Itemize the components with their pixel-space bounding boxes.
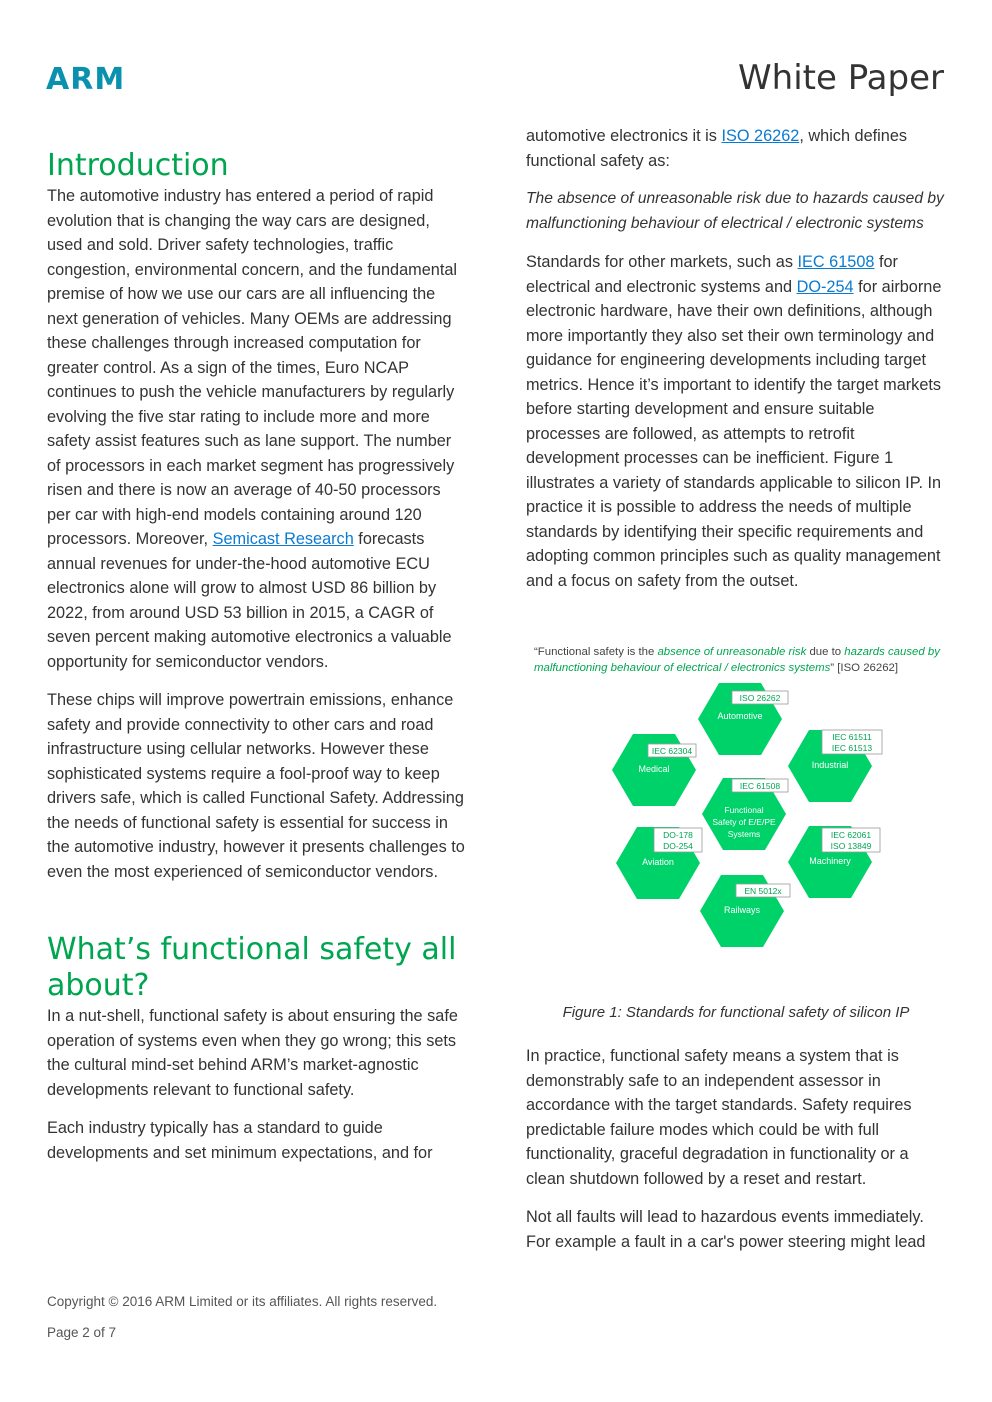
standards-paragraph [526,250,946,593]
railways-standard-tag: EN 5012x [744,886,782,896]
industrial-standard-tag-2: IEC 61513 [831,743,873,753]
hex-railways [700,875,790,947]
automotive-standard-tag: ISO 26262 [739,693,781,703]
hexagon-aviation-label: Aviation [642,857,674,867]
iec-61508-link[interactable]: IEC 61508 [797,253,875,271]
hex-center [702,778,788,850]
figure-quote-close: ” [ISO 26262] [830,662,899,674]
machinery-standard-tag-2: ISO 13849 [830,841,872,851]
aviation-standard-tag-2: DO-254 [663,841,693,851]
hexagon-industrial-label: Industrial [811,760,849,770]
iso-definition-paragraph [526,124,946,173]
medical-standard-tag: IEC 62304 [651,746,693,756]
machinery-standard-tag-1: IEC 62061 [830,830,872,840]
right-text-e: for airborne electronic hardware, have their own definitions, although more importantly they also set their own terminology and guidance for engineering developments including target metrics. Hence it’s important to identify the target markets before starting development and ensure suitable processes are followed, as attempts to retrofit development processes can be inefficient. Figure 1 illustrates a variety of standards applicable to silicon IP. In practice it is possible to address the needs of multiple standards by identifying their specific requirements and adopting common principles such as quality management and a focus on safety from the outset. [526,277,942,590]
hex-automotive [698,683,788,755]
iso-26262-link[interactable]: ISO 26262 [721,127,800,145]
footer-copyright: Copyright © 2016 ARM Limited or its affiliates. All rights reserved. [47,1294,438,1309]
functional-safety-heading: What’s functional safety all about? [47,932,457,1003]
center-line-2: Safety of E/E/PE [712,817,776,827]
standards-hexagon-diagram [526,682,946,957]
center-line-1: Functional [724,805,764,815]
functional-safety-paragraph-2: Each industry typically has a standard to guide developments and set minimum expectations, and for [47,1119,433,1162]
hexagon-machinery-label: Machinery [809,856,851,866]
industrial-standard-tag-1: IEC 61511 [832,732,872,742]
functional-safety-paragraph-1: In a nut-shell, functional safety is about ensuring the safe operation of systems even when they go wrong; this sets the cultural mind-set behind ARM’s market-agnostic developments relevant to functional safety. [47,1007,458,1099]
right-text-c: Standards for other markets, such as [526,253,798,271]
introduction-paragraph-1 [47,184,467,674]
figure-quote [534,644,946,676]
hex-medical [612,734,696,806]
definition-quote: The absence of unreasonable risk due to hazards caused by malfunctioning behaviour of electrical / electronic systems [526,190,944,232]
figure-quote-mid: due to [806,646,845,658]
figure-1-caption: Figure 1: Standards for functional safety of silicon IP [562,1004,910,1021]
hex-industrial [788,730,882,802]
do-254-link[interactable]: DO-254 [796,277,854,296]
right-column [526,124,946,607]
hexagon-automotive-label: Automotive [717,711,763,721]
footer-page-number: Page 2 of 7 [47,1325,117,1340]
hex-machinery [788,826,880,898]
left-column [47,148,467,1179]
intro-text-b: forecasts annual revenues for under-the-hood automotive ECU electronics alone will grow to almost USD 86 billion by 2022, from around USD 53 billion in 2015, a CAGR of seven percent making automotive electronics a valuable opportunity for semiconductor vendors. [47,530,452,671]
semicast-research-link[interactable]: Semicast Research [212,530,354,548]
faults-paragraph: Not all faults will lead to hazardous events immediately. For example a fault in a car's power steering might lead [526,1208,926,1251]
figure-quote-open: “Functional safety is the [534,646,658,658]
figure-1 [526,644,946,949]
center-line-3: Systems [727,829,761,839]
intro-text-a: The automotive industry has entered a period of rapid evolution that is changing the way cars are designed, used and sold. Driver safety technologies, traffic congestion, environmental concern, and the fundamental premise of how we use our cars are all influencing the next generation of vehicles. Many OEMs are addressing these challenges through increased computation for greater control. As a sign of the times, Euro NCAP continues to push the vehicle manufacturers by regularly evolving the five star rating to include more and more safety assist features such as lane support. The number of processors in each market segment has progressively risen and there is now an average of 40-50 processors per car with high-end models containing around 120 processors. Moreover, [47,187,458,548]
introduction-paragraph-2: These chips will improve powertrain emissions, enhance safety and provide connectivity to other cars and road infrastructure using cellular networks. However these sophisticated systems require a fool-proof way to keep drivers safe, which is called Functional Safety. Addressing the needs of functional safety is essential for success in the automotive industry, however it presents challenges to even the most experienced of semiconductor vendors. [47,691,465,881]
right-column-bottom [526,1044,946,1268]
hex-aviation [616,827,702,899]
center-standard-tag: IEC 61508 [739,781,781,791]
document-type-title: White Paper [738,58,944,98]
right-text-d: for electrical and electronic systems and [526,253,898,296]
hexagon-railways-label: Railways [723,905,761,915]
right-text-a: automotive electronics it is [526,127,722,145]
practice-paragraph: In practice, functional safety means a system that is demonstrably safe to an independent assessor in accordance with the target standards. Safety requires predictable failure modes which could be with full functionality, graceful degradation in functionality or a clean shutdown followed by a reset and restart. [526,1047,912,1188]
hexagon-medical-label: Medical [638,764,670,774]
figure-quote-highlight-1: absence of unreasonable risk [657,646,807,658]
aviation-standard-tag-1: DO-178 [663,830,693,840]
arm-logo: ARM [46,62,126,97]
introduction-heading: Introduction [47,148,229,183]
right-text-b: , which defines functional safety as: [526,127,908,170]
figure-quote-highlight-2: hazards caused by malfunctioning behaviour of electrical / electronics systems [534,646,940,674]
